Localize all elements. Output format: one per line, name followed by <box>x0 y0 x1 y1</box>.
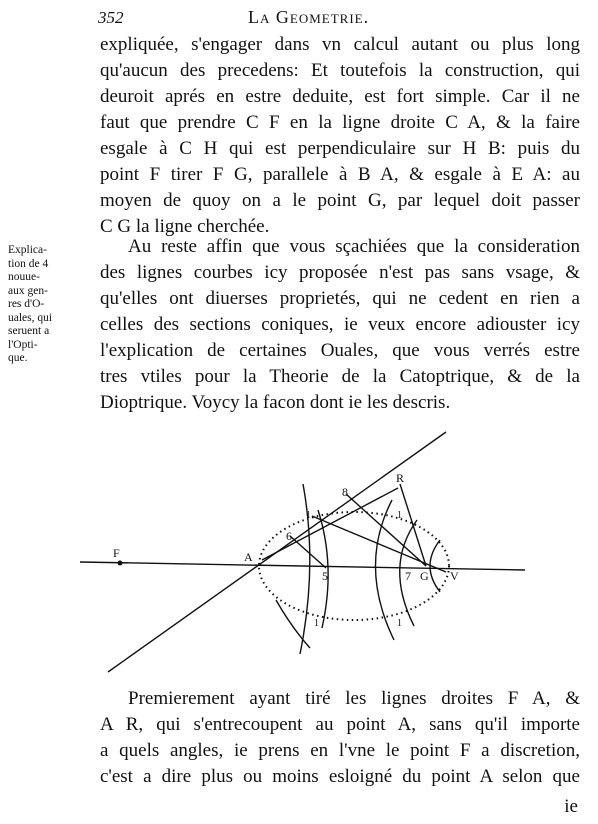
margin-note <box>8 244 94 366</box>
running-head: La Geometrie. <box>248 7 370 27</box>
margin-note-line: seruent a <box>8 325 50 337</box>
text-line: Premierement ayant tiré les lignes droites F A, & <box>128 688 580 709</box>
point-f <box>118 561 123 566</box>
text-line: expliquée, s'engager dans vn calcul autant ou plus long <box>100 34 580 55</box>
label-g: G <box>420 569 429 583</box>
margin-note-line: que. <box>8 352 28 364</box>
text-line: qu'aucun des precedens: Et toutefois la construction, qui <box>100 60 580 81</box>
text-line: faut que prendre C F en la ligne droite C A, & la faire <box>100 112 580 133</box>
text-line: point F tirer F G, parallele à B A, & esgale à E A: au <box>100 164 580 185</box>
text-line: qu'elles ont diuerses proprietés, qui ne cedent en rien a <box>100 288 580 309</box>
oval-construction-figure <box>0 420 598 688</box>
margin-note-line: aux gen- <box>8 284 48 297</box>
catchword: ie <box>564 796 578 817</box>
margin-note-line: l'Opti- <box>8 338 38 351</box>
margin-note-line: res d'O- <box>8 298 45 310</box>
label-1-top-left: 1 <box>306 510 311 521</box>
text-line: l'explication de certaines Ouales, que vous verrés estre <box>100 340 580 361</box>
text-line: deuroit aprés en estre deduite, est fort simple. Car il ne <box>100 86 580 107</box>
text-line: a quels angles, ie prens en l'vne le point F a discretion, <box>100 740 580 761</box>
label-1-bottom-right: 1 <box>397 618 402 629</box>
margin-note-line: nouue- <box>8 271 40 283</box>
label-7: 7 <box>405 569 411 583</box>
label-8: 8 <box>342 485 348 499</box>
text-line: moyen de quoy on a le point G, par lequel doit passer <box>100 190 580 211</box>
text-line: C G la ligne cherchée. <box>100 216 270 237</box>
arc-right-outer <box>375 500 394 640</box>
label-r: R <box>396 471 405 485</box>
label-5: 5 <box>322 569 328 583</box>
label-f: F <box>113 546 120 560</box>
label-6: 6 <box>286 529 292 543</box>
paragraph-2 <box>100 234 580 416</box>
text-line: celles des sections coniques, ie veux encore adiouster icy <box>100 314 580 335</box>
text-line: tres vtiles pour la Theorie de la Catoptrique, & de la <box>100 366 580 387</box>
text-line: des lignes courbes icy proposée n'est pas sans vsage, & <box>100 262 580 283</box>
line-6-5 <box>290 536 326 568</box>
text-line: Dioptrique. Voycy la facon dont ie les descris. <box>100 392 451 413</box>
margin-note-line: uales, qui <box>8 311 53 324</box>
label-v: V <box>450 569 459 583</box>
label-1-top-right: 1 <box>397 510 402 521</box>
margin-note-line: tion de 4 <box>8 257 49 270</box>
paragraph-1 <box>100 32 580 240</box>
text-line: Au reste affin que vous sçachiées que la consideration <box>128 236 580 257</box>
label-1-bottom-left: 1 <box>314 618 319 629</box>
paragraph-3 <box>100 686 580 790</box>
margin-note-line: Explica- <box>8 244 47 256</box>
text-line: esgale à C H qui est perpendiculaire sur H B: puis du <box>100 138 580 159</box>
page-number: 352 <box>98 8 124 27</box>
label-a: A <box>244 550 253 564</box>
text-line: A R, qui s'entrecoupent au point A, sans qu'il importe <box>100 714 580 735</box>
text-line: c'est a dire plus ou moins esloigné du point A selon que <box>100 766 580 787</box>
